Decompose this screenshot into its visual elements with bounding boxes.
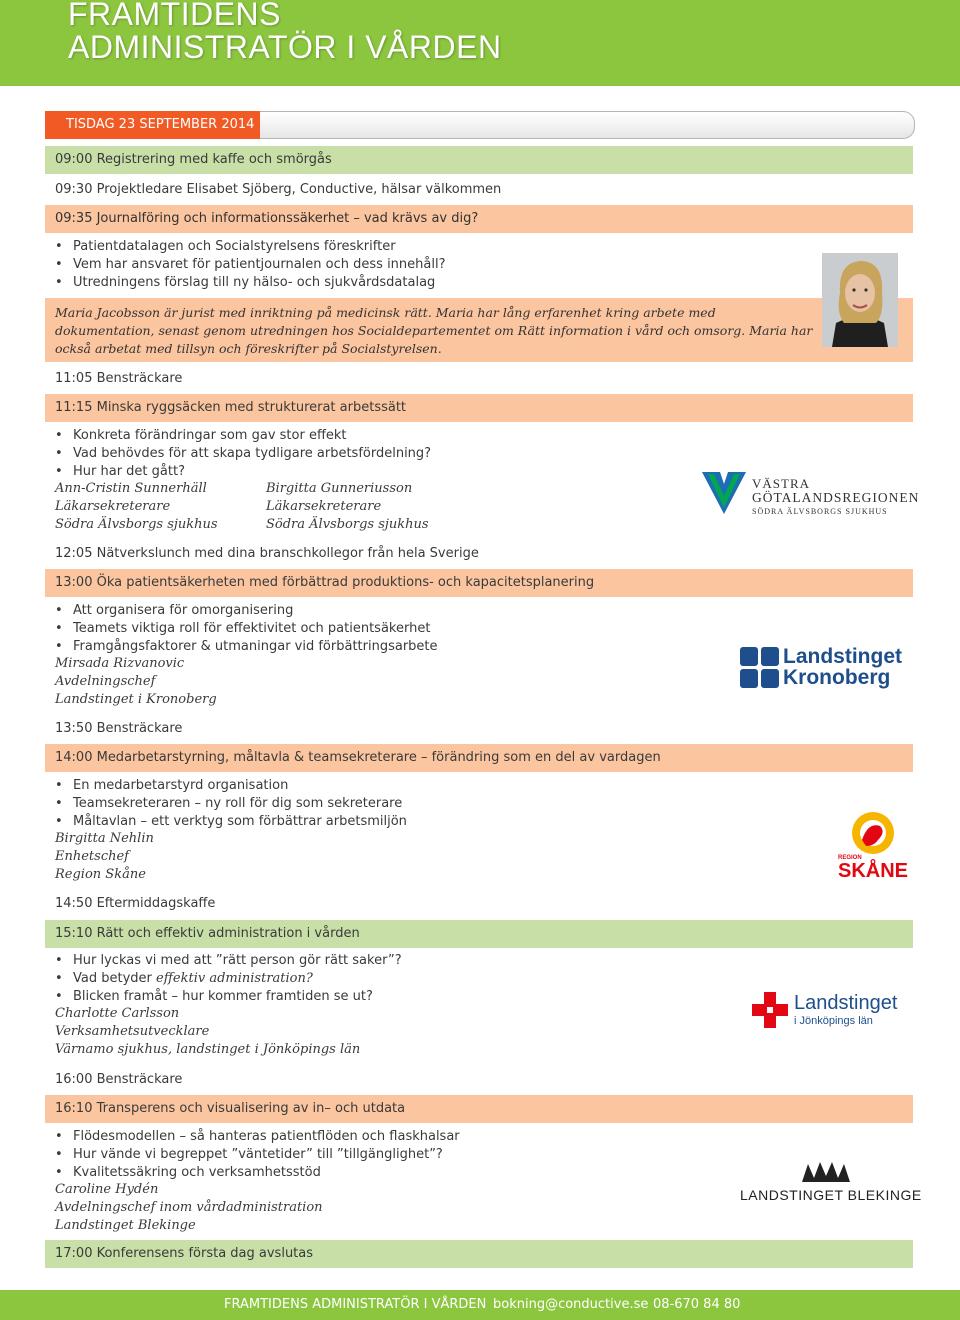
speaker-name: Mirsada Rizvanovic — [55, 656, 185, 671]
vgr-line2: GÖTALANDSREGIONEN — [752, 490, 920, 505]
list-item: • Hur har det gått? — [55, 464, 185, 479]
speaker-org: Södra Älvsborgs sjukhus — [266, 517, 429, 532]
session-title: 12:05 Nätverkslunch med dina branschkollegor från hela Sverige — [55, 546, 479, 561]
speaker-role: Läkarsekreterare — [266, 499, 382, 514]
griffin-icon — [848, 810, 898, 856]
session-title: 16:00 Bensträckare — [55, 1072, 183, 1087]
list-item: • Att organisera för omorganisering — [55, 603, 294, 618]
list-item: • Framgångsfaktorer & utmaningar vid förbättringsarbete — [55, 639, 438, 654]
speaker-role: Läkarsekreterare — [55, 499, 171, 514]
footer-email[interactable]: bokning@conductive.se — [493, 1297, 649, 1312]
speaker-org: Landstinget Blekinge — [55, 1218, 196, 1233]
vgr-logo — [700, 470, 920, 520]
session-title: 13:50 Bensträckare — [55, 721, 183, 736]
list-item: • Vad behövdes för att skapa tydligare arbetsfördelning? — [55, 446, 432, 461]
list-item: • Hur lyckas vi med att ”rätt person gör rätt saker”? — [55, 953, 402, 968]
kronoberg-emblem-icon — [740, 647, 780, 689]
list-item: • Hur vände vi begreppet ”väntetider” till ”tillgänglighet”? — [55, 1147, 443, 1162]
footer-phone: 08-670 84 80 — [653, 1297, 741, 1312]
speaker-role: Enhetschef — [55, 849, 129, 864]
speaker-name: Caroline Hydén — [55, 1182, 159, 1197]
kronoberg-line1: Landstinget — [783, 645, 902, 668]
blekinge-crown-icon — [800, 1160, 852, 1184]
speaker-org: Värnamo sjukhus, landstinget i Jönköpings län — [55, 1042, 361, 1057]
list-item: • Teamsekreteraren – ny roll för dig som sekreterare — [55, 796, 403, 811]
session-title: 11:15 Minska ryggsäcken med strukturerat arbetssätt — [55, 400, 407, 415]
list-item: • Kvalitetssäkring och verksamhetsstöd — [55, 1165, 321, 1180]
session-title: 13:00 Öka patientsäkerheten med förbättrad produktions- och kapacitetsplanering — [55, 575, 595, 590]
date-label: TISDAG 23 SEPTEMBER 2014 — [45, 111, 260, 139]
session-title: 09:00 Registrering med kaffe och smörgås — [55, 152, 332, 167]
speaker-bio: Maria Jacobsson är jurist med inriktning på medicinsk rätt. Maria har lång erfarenhet kring arbete med dokumentation, senast genom utredningen hos Socialdepartementet om Rätt information i vård och omsorg. Maria har också arbetat med tillsyn och föreskrifter på Socialstyrelsen. — [55, 305, 813, 356]
list-item: • Flödesmodellen – så hanteras patientflöden och flaskhalsar — [55, 1129, 460, 1144]
list-item: • Patientdatalagen och Socialstyrelsens föreskrifter — [55, 239, 396, 254]
list-item: • Utredningens förslag till ny hälso- och sjukvårdsdatalag — [55, 275, 436, 290]
jonkoping-logo — [752, 990, 912, 1032]
skane-big: SKÅNE — [838, 860, 909, 882]
list-item: • Vem har ansvaret för patientjournalen och dess innehåll? — [55, 257, 446, 272]
skane-logo — [836, 810, 912, 882]
footer-title: FRAMTIDENS ADMINISTRATÖR I VÅRDEN — [224, 1297, 487, 1312]
speaker-org: Region Skåne — [55, 867, 146, 882]
session-title: 15:10 Rätt och effektiv administration i vården — [55, 926, 360, 941]
blekinge-logo — [740, 1160, 922, 1205]
list-item: • Måltavlan – ett verktyg som förbättrar arbetsmiljön — [55, 814, 407, 829]
jonkoping-line1: Landstinget — [794, 992, 898, 1014]
speaker-photo — [822, 253, 898, 347]
session-title: 09:35 Journalföring och informationssäkerhet – vad krävs av dig? — [55, 211, 479, 226]
speaker-role: Verksamhetsutvecklare — [55, 1024, 210, 1039]
list-item: • En medarbetarstyrd organisation — [55, 778, 289, 793]
header-title-line2: ADMINISTRATÖR I VÅRDEN — [68, 29, 502, 65]
speaker-role: Avdelningschef — [55, 674, 156, 689]
speaker-name: Birgitta Nehlin — [55, 831, 154, 846]
header-title-line1: FRAMTIDENS — [68, 0, 281, 32]
jonkoping-line2: i Jönköpings län — [794, 1015, 873, 1027]
session-title: 14:50 Eftermiddagskaffe — [55, 896, 216, 911]
list-item: • Konkreta förändringar som gav stor effekt — [55, 428, 347, 443]
kronoberg-logo — [740, 645, 915, 693]
speaker-name: Ann-Cristin Sunnerhäll — [55, 481, 207, 496]
session-title: 17:00 Konferensens första dag avslutas — [55, 1246, 314, 1261]
kronoberg-line2: Kronoberg — [783, 666, 891, 689]
speaker-org: Södra Älvsborgs sjukhus — [55, 517, 218, 532]
list-item: • Blicken framåt – hur kommer framtiden se ut? — [55, 989, 373, 1004]
vgr-line3: SÖDRA ÄLVSBORGS SJUKHUS — [752, 507, 888, 516]
footer-bar — [0, 1290, 960, 1320]
skane-small: REGION — [838, 855, 862, 861]
session-title: 16:10 Transperens och visualisering av in– och utdata — [55, 1101, 406, 1116]
vgr-emblem-icon — [700, 470, 748, 516]
speaker-org: Landstinget i Kronoberg — [55, 692, 217, 707]
header-banner — [0, 0, 960, 86]
list-item: • Teamets viktiga roll för effektivitet och patientsäkerhet — [55, 621, 431, 636]
vgr-line1: VÄSTRA — [752, 476, 811, 491]
session-title: 09:30 Projektledare Elisabet Sjöberg, Conductive, hälsar välkommen — [55, 182, 502, 197]
jonkoping-cross-icon — [752, 992, 788, 1028]
list-item: • Vad betyder effektiv administration? — [55, 971, 313, 986]
speaker-role: Avdelningschef inom vårdadministration — [55, 1200, 323, 1215]
session-title: 14:00 Medarbetarstyrning, måltavla & teamsekreterare – förändring som en del av vardagen — [55, 750, 661, 765]
session-title: 11:05 Bensträckare — [55, 371, 183, 386]
blekinge-line1: LANDSTINGET BLEKINGE — [740, 1187, 922, 1203]
speaker-name: Birgitta Gunneriusson — [266, 481, 413, 496]
speaker-name: Charlotte Carlsson — [55, 1006, 180, 1021]
